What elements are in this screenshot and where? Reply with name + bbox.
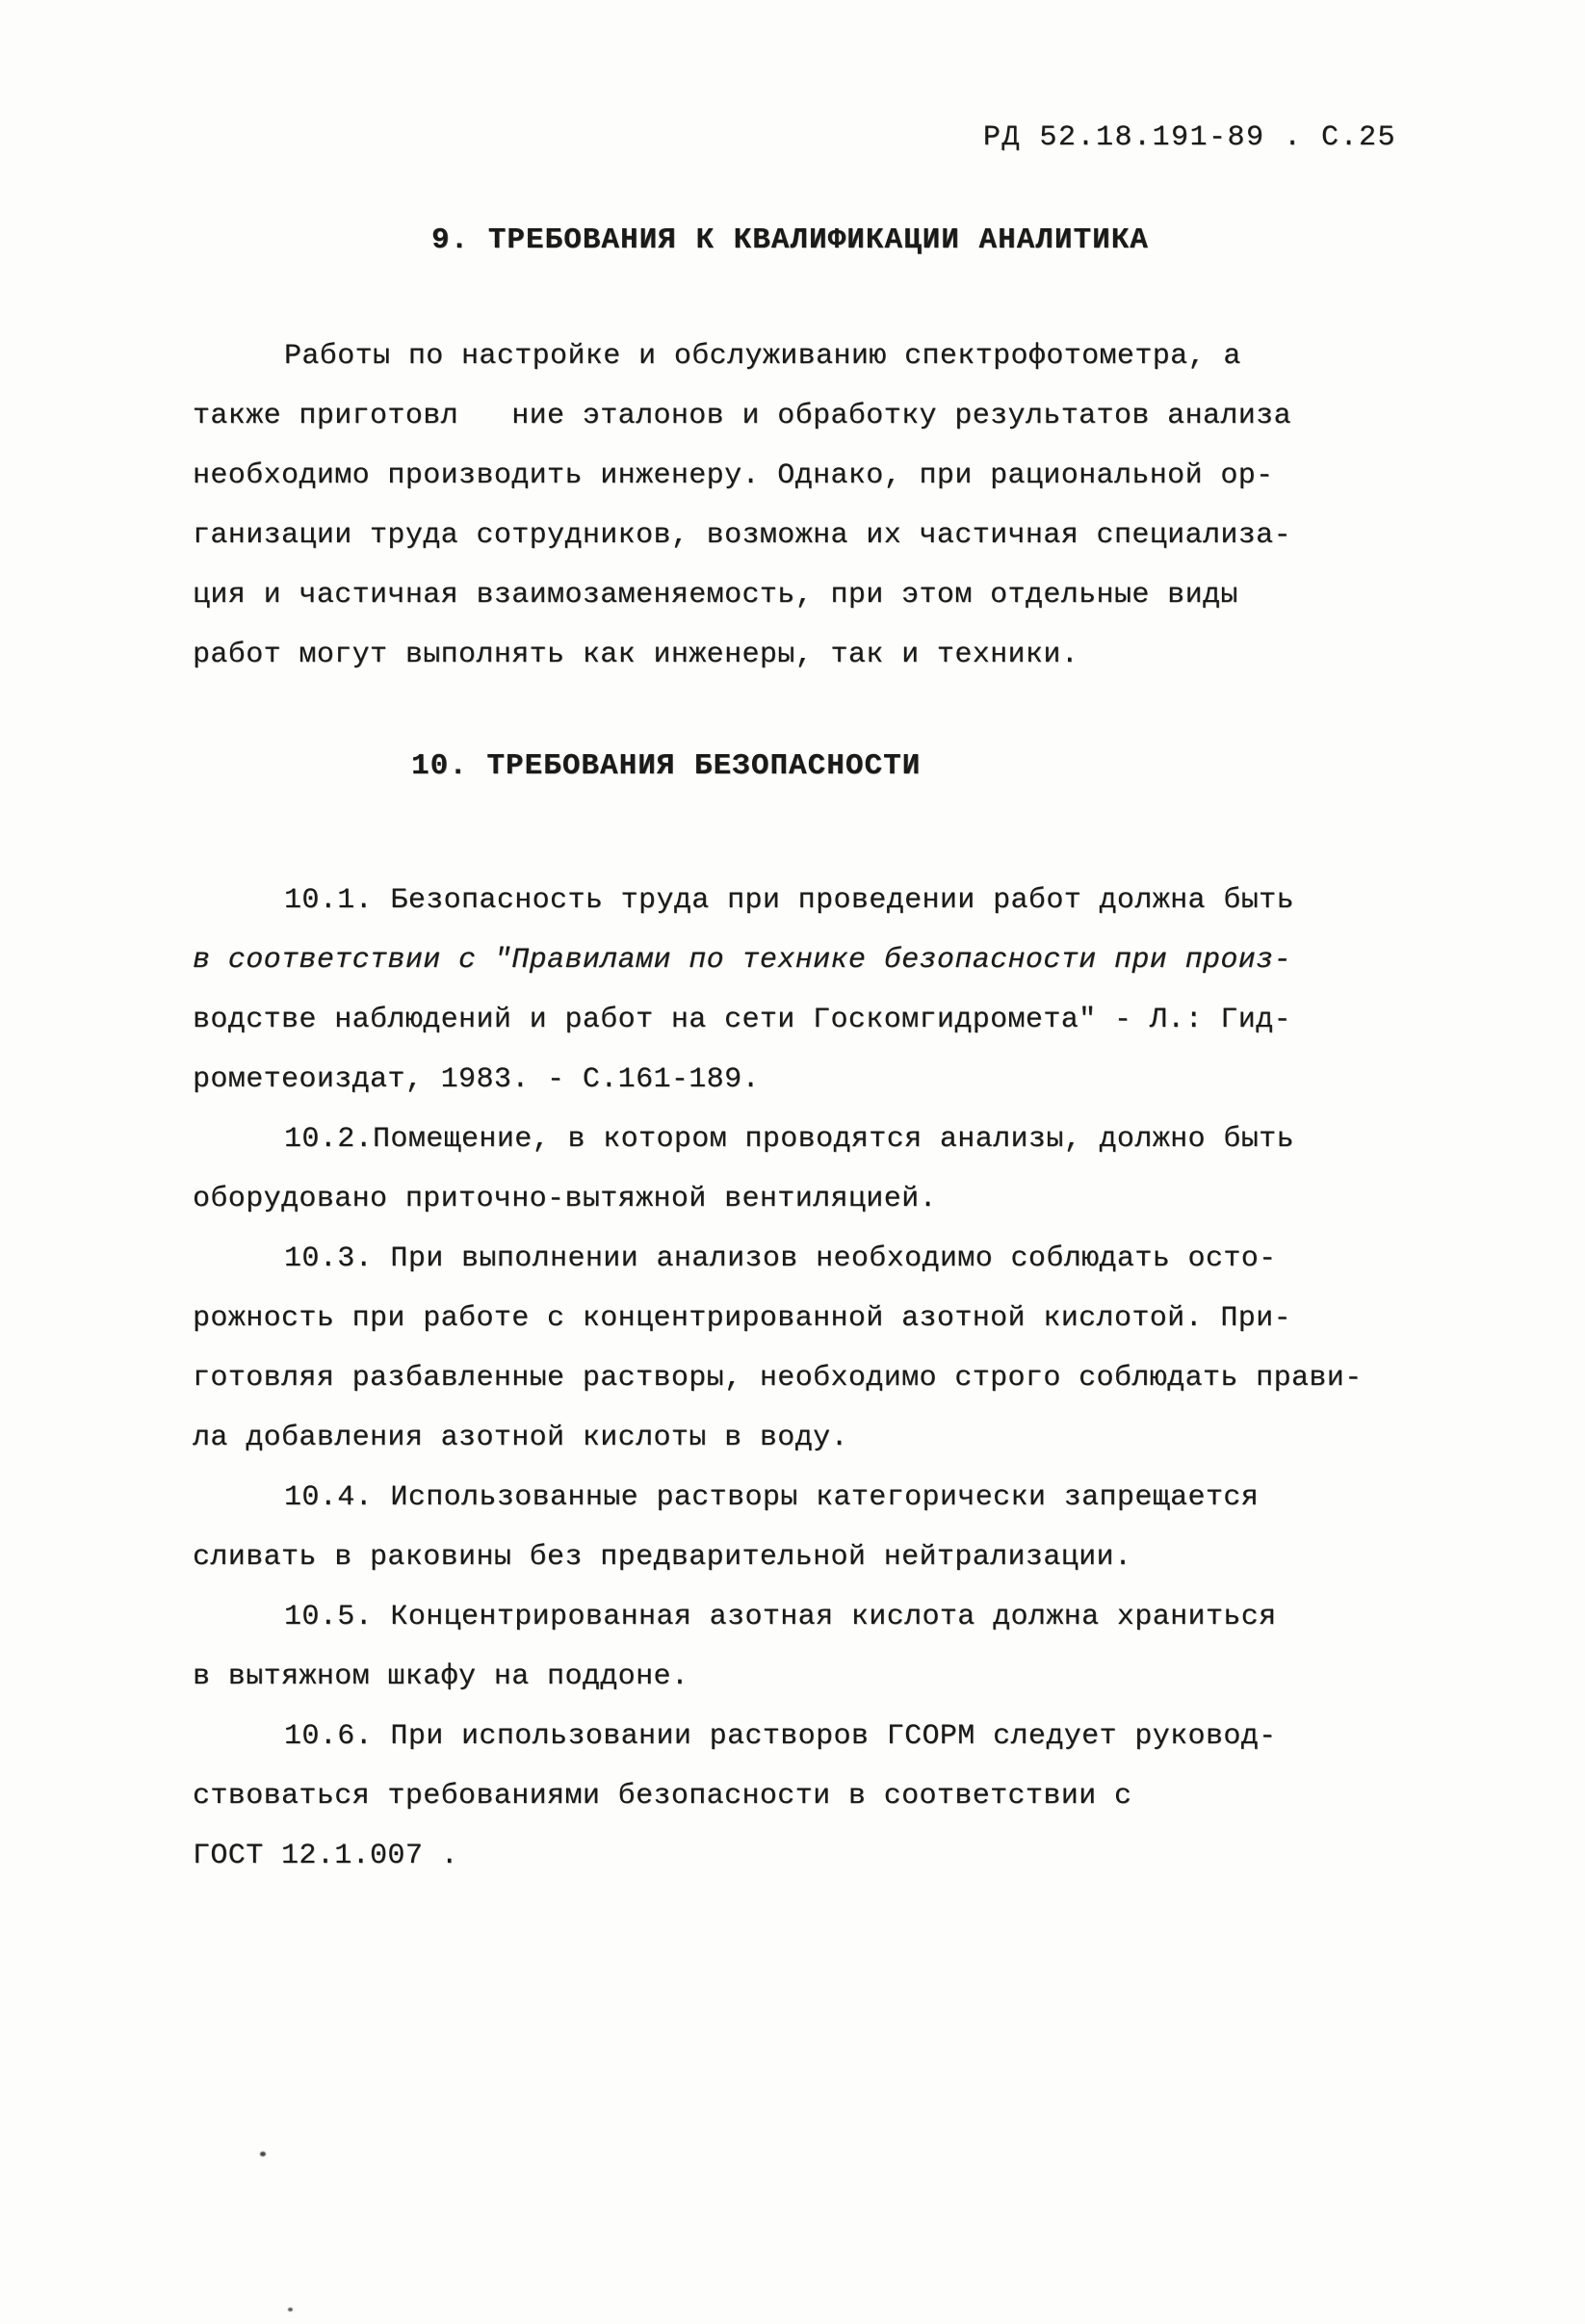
document-line: водстве наблюдений и работ на сети Госкомгидромета" - Л.: Гид- xyxy=(193,1004,1291,1036)
section-10-title: 10. ТРЕБОВАНИЯ БЕЗОПАСНОСТИ xyxy=(411,749,922,783)
document-line: 10.6. При использовании растворов ГСОРМ следует руковод- xyxy=(284,1720,1277,1753)
ink-speck xyxy=(288,2308,293,2311)
document-line: рожность при работе с концентрированной азотной кислотой. При- xyxy=(193,1302,1291,1335)
document-line: Работы по настройке и обслуживанию спектрофотометра, а xyxy=(284,340,1241,373)
section-9-paragraph xyxy=(193,326,1464,685)
ink-speck xyxy=(260,2152,266,2156)
document-line: 10.1. Безопасность труда при проведении работ должна быть xyxy=(284,884,1294,917)
document-line: 10.5. Концентрированная азотная кислота должна храниться xyxy=(284,1601,1277,1633)
document-line: в соответствии с "Правилами по технике безопасности при произ- xyxy=(193,944,1291,977)
document-line: ция и частичная взаимозаменяемость, при этом отдельные виды xyxy=(193,579,1238,612)
document-line: необходимо производить инженеру. Однако, при рациональной ор- xyxy=(193,459,1274,492)
document-line: 10.2.Помещение, в котором проводятся анализы, должно быть xyxy=(284,1123,1294,1156)
document-line: ганизации труда сотрудников, возможна их частичная специализа- xyxy=(193,519,1291,552)
document-line: также приготовл ние эталонов и обработку результатов анализа xyxy=(193,400,1291,432)
section-9-title: 9. ТРЕБОВАНИЯ К КВАЛИФИКАЦИИ АНАЛИТИКА xyxy=(431,223,1149,257)
document-line: ла добавления азотной кислоты в воду. xyxy=(193,1422,848,1454)
document-line: 10.4. Использованные растворы категорически запрещается xyxy=(284,1481,1260,1514)
document-line: работ могут выполнять как инженеры, так и техники. xyxy=(193,639,1079,671)
section-10-paragraphs xyxy=(193,871,1464,1886)
document-line: ствоваться требованиями безопасности в соответствии с xyxy=(193,1780,1132,1813)
document-line: 10.3. При выполнении анализов необходимо соблюдать осто- xyxy=(284,1242,1277,1275)
document-line: готовляя разбавленные растворы, необходимо строго соблюдать прави- xyxy=(193,1362,1363,1395)
document-line: оборудовано приточно-вытяжной вентиляцией. xyxy=(193,1183,937,1215)
document-reference: РД 52.18.191-89 . С.25 xyxy=(982,121,1396,154)
document-line: сливать в раковины без предварительной нейтрализации. xyxy=(193,1541,1132,1574)
document-line: ГОСТ 12.1.007 . xyxy=(193,1840,459,1872)
document-line: в вытяжном шкафу на поддоне. xyxy=(193,1660,689,1693)
document-line: рометеоиздат, 1983. - С.161-189. xyxy=(193,1063,760,1096)
